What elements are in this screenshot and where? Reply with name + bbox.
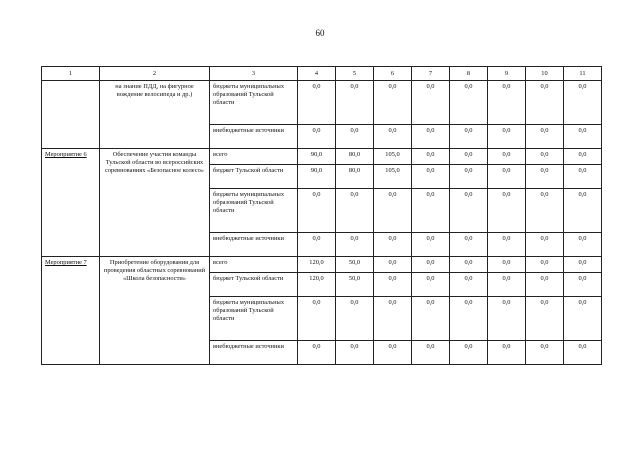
value-cell: 0,0: [526, 297, 564, 341]
value-cell: 0,0: [564, 257, 602, 273]
value-cell: 0,0: [526, 257, 564, 273]
value-cell: 0,0: [298, 297, 336, 341]
value-cell: 0,0: [412, 125, 450, 149]
funding-source: всего: [210, 257, 298, 273]
column-header: 1: [42, 67, 100, 81]
value-cell: 0,0: [412, 81, 450, 125]
value-cell: 0,0: [298, 125, 336, 149]
value-cell: 0,0: [412, 341, 450, 365]
header-row: [42, 67, 602, 81]
value-cell: 0,0: [412, 149, 450, 165]
column-header: 10: [526, 67, 564, 81]
value-cell: 0,0: [488, 233, 526, 257]
value-cell: 0,0: [488, 81, 526, 125]
value-cell: 0,0: [374, 297, 412, 341]
value-cell: 0,0: [564, 297, 602, 341]
value-cell: 0,0: [564, 125, 602, 149]
value-cell: 80,0: [336, 149, 374, 165]
activity-name: Мероприятие 7: [45, 259, 87, 266]
page-number: 60: [315, 28, 325, 38]
value-cell: 0,0: [450, 273, 488, 297]
column-header: 7: [412, 67, 450, 81]
value-cell: 0,0: [564, 233, 602, 257]
value-cell: 80,0: [336, 165, 374, 189]
value-cell: 0,0: [488, 149, 526, 165]
value-cell: 0,0: [450, 341, 488, 365]
value-cell: 0,0: [488, 189, 526, 233]
value-cell: 90,0: [298, 149, 336, 165]
value-cell: 0,0: [526, 189, 564, 233]
funding-source: внебюджетные источники: [210, 341, 298, 365]
activity-name-cell: [42, 81, 100, 149]
value-cell: 0,0: [298, 189, 336, 233]
value-cell: 0,0: [564, 149, 602, 165]
value-cell: 0,0: [298, 81, 336, 125]
funding-source: бюджеты муниципальных образований Тульской области: [210, 189, 298, 233]
value-cell: 0,0: [298, 233, 336, 257]
activity-name-cell: [42, 149, 100, 257]
funding-source: бюджеты муниципальных образований Тульской области: [210, 297, 298, 341]
value-cell: 0,0: [412, 233, 450, 257]
funding-source: бюджет Тульской области: [210, 273, 298, 297]
value-cell: 0,0: [374, 189, 412, 233]
value-cell: 0,0: [336, 233, 374, 257]
value-cell: 0,0: [374, 257, 412, 273]
value-cell: 0,0: [450, 233, 488, 257]
table-row: [42, 257, 602, 273]
value-cell: 0,0: [450, 297, 488, 341]
value-cell: 50,0: [336, 273, 374, 297]
value-cell: 0,0: [412, 165, 450, 189]
value-cell: 0,0: [450, 125, 488, 149]
funding-source: внебюджетные источники: [210, 233, 298, 257]
column-header: 5: [336, 67, 374, 81]
value-cell: 50,0: [336, 257, 374, 273]
value-cell: 0,0: [336, 81, 374, 125]
value-cell: 0,0: [450, 81, 488, 125]
value-cell: 0,0: [526, 125, 564, 149]
funding-source: бюджет Тульской области: [210, 165, 298, 189]
value-cell: 0,0: [488, 125, 526, 149]
activity-name: Мероприятие 6: [45, 151, 87, 158]
value-cell: 0,0: [488, 341, 526, 365]
table-row: [42, 149, 602, 165]
value-cell: 0,0: [412, 297, 450, 341]
column-header: 2: [100, 67, 210, 81]
budget-table: [41, 66, 602, 365]
value-cell: 0,0: [374, 233, 412, 257]
value-cell: 105,0: [374, 149, 412, 165]
column-header: 3: [210, 67, 298, 81]
value-cell: 0,0: [374, 125, 412, 149]
value-cell: 0,0: [488, 165, 526, 189]
column-header: 11: [564, 67, 602, 81]
value-cell: 0,0: [564, 81, 602, 125]
value-cell: 0,0: [526, 149, 564, 165]
value-cell: 0,0: [336, 297, 374, 341]
value-cell: 0,0: [526, 273, 564, 297]
funding-source: внебюджетные источники: [210, 125, 298, 149]
value-cell: 0,0: [298, 341, 336, 365]
column-header: 9: [488, 67, 526, 81]
value-cell: 0,0: [526, 165, 564, 189]
value-cell: 0,0: [336, 189, 374, 233]
value-cell: 0,0: [412, 257, 450, 273]
value-cell: 0,0: [374, 81, 412, 125]
value-cell: 0,0: [526, 81, 564, 125]
value-cell: 0,0: [450, 149, 488, 165]
value-cell: 0,0: [564, 165, 602, 189]
value-cell: 0,0: [526, 233, 564, 257]
value-cell: 0,0: [488, 257, 526, 273]
column-header: 6: [374, 67, 412, 81]
value-cell: 0,0: [336, 341, 374, 365]
table-row: [42, 81, 602, 125]
activity-description: на знание ПДД, на фигурное вождение велосипеда и др.): [100, 81, 210, 149]
value-cell: 0,0: [564, 341, 602, 365]
value-cell: 0,0: [374, 341, 412, 365]
funding-source: всего: [210, 149, 298, 165]
value-cell: 0,0: [412, 273, 450, 297]
activity-name-cell: [42, 257, 100, 365]
funding-source: бюджеты муниципальных образований Тульской области: [210, 81, 298, 125]
value-cell: 90,0: [298, 165, 336, 189]
value-cell: 0,0: [526, 341, 564, 365]
value-cell: 0,0: [450, 165, 488, 189]
activity-description: Приобретение оборудования для проведения областных соревнований «Школа безопасности»: [100, 257, 210, 365]
value-cell: 0,0: [412, 189, 450, 233]
column-header: 4: [298, 67, 336, 81]
value-cell: 0,0: [450, 189, 488, 233]
value-cell: 120,0: [298, 273, 336, 297]
value-cell: 0,0: [336, 125, 374, 149]
value-cell: 0,0: [450, 257, 488, 273]
value-cell: 0,0: [488, 297, 526, 341]
value-cell: 0,0: [564, 189, 602, 233]
value-cell: 0,0: [374, 273, 412, 297]
column-header: 8: [450, 67, 488, 81]
activity-description: Обеспечение участия команды Тульской области во всероссийских соревнованиях «Безопасное колесо»: [100, 149, 210, 257]
value-cell: 105,0: [374, 165, 412, 189]
value-cell: 0,0: [488, 273, 526, 297]
value-cell: 0,0: [564, 273, 602, 297]
value-cell: 120,0: [298, 257, 336, 273]
